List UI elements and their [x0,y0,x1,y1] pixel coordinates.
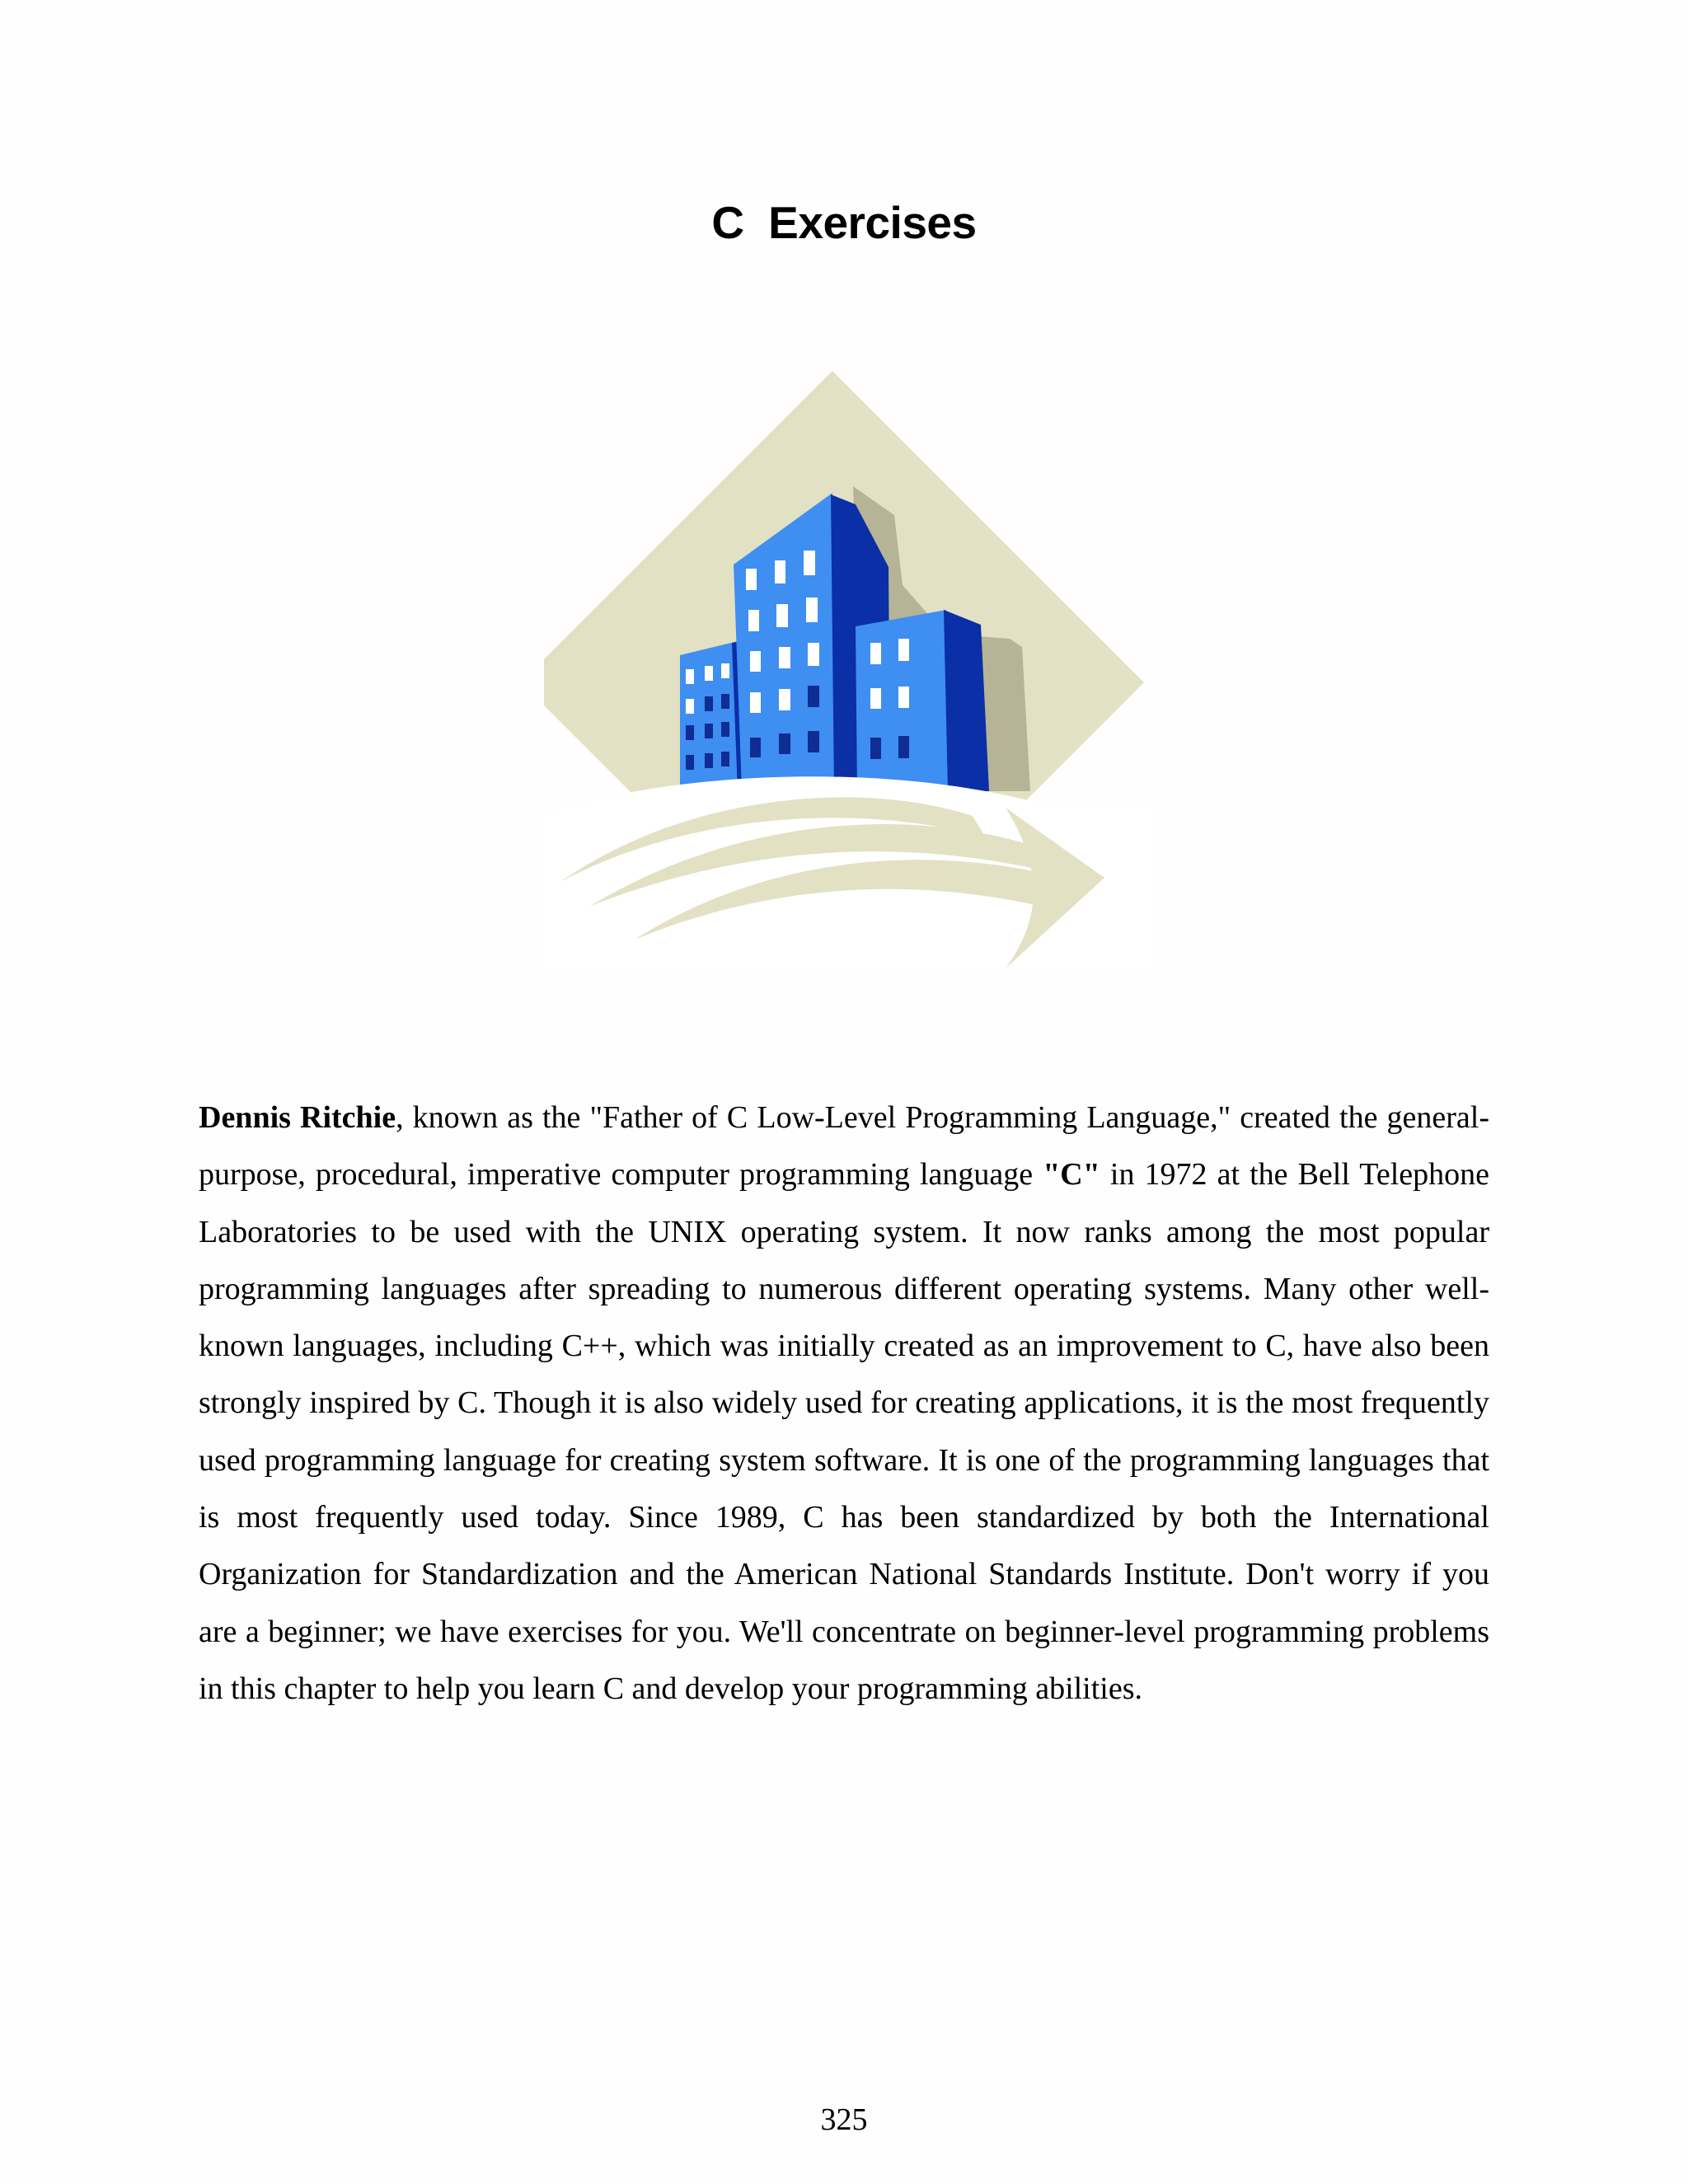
author-name: Dennis Ritchie [199,1100,396,1135]
paragraph-text-2: in 1972 at the Bell Telephone Laboratories to be used with the UNIX operating system. It now ranks among the most popular programming languages after spreading to numerous different operating systems. Many other well-known languages, including C++, which was initially created as an improvement to C, have also been strongly inspired by C. Though it is also widely used for creating applications, it is the most frequently used programming language for creating system software. It is one of the programming languages that is most frequently used today. Since 1989, C has been standardized by both the International Organization for Standardization and the American National Standards Institute. Don't worry if you are a beginner; we have exercises for you. We'll concentrate on beginner-level programming problems in this chapter to help you learn C and develop your programming abilities. [199,1157,1490,1706]
intro-paragraph [199,1090,1489,1718]
page-title: C Exercises [711,197,977,248]
page-number: 325 [820,2102,868,2137]
language-name: "C" [1043,1157,1100,1193]
office-buildings-illustration [544,363,1154,972]
paragraph-text-1: , known as the "Father of C Low-Level Programming Language," created the general-purpose, procedural, imperative computer programming language [199,1100,1489,1193]
